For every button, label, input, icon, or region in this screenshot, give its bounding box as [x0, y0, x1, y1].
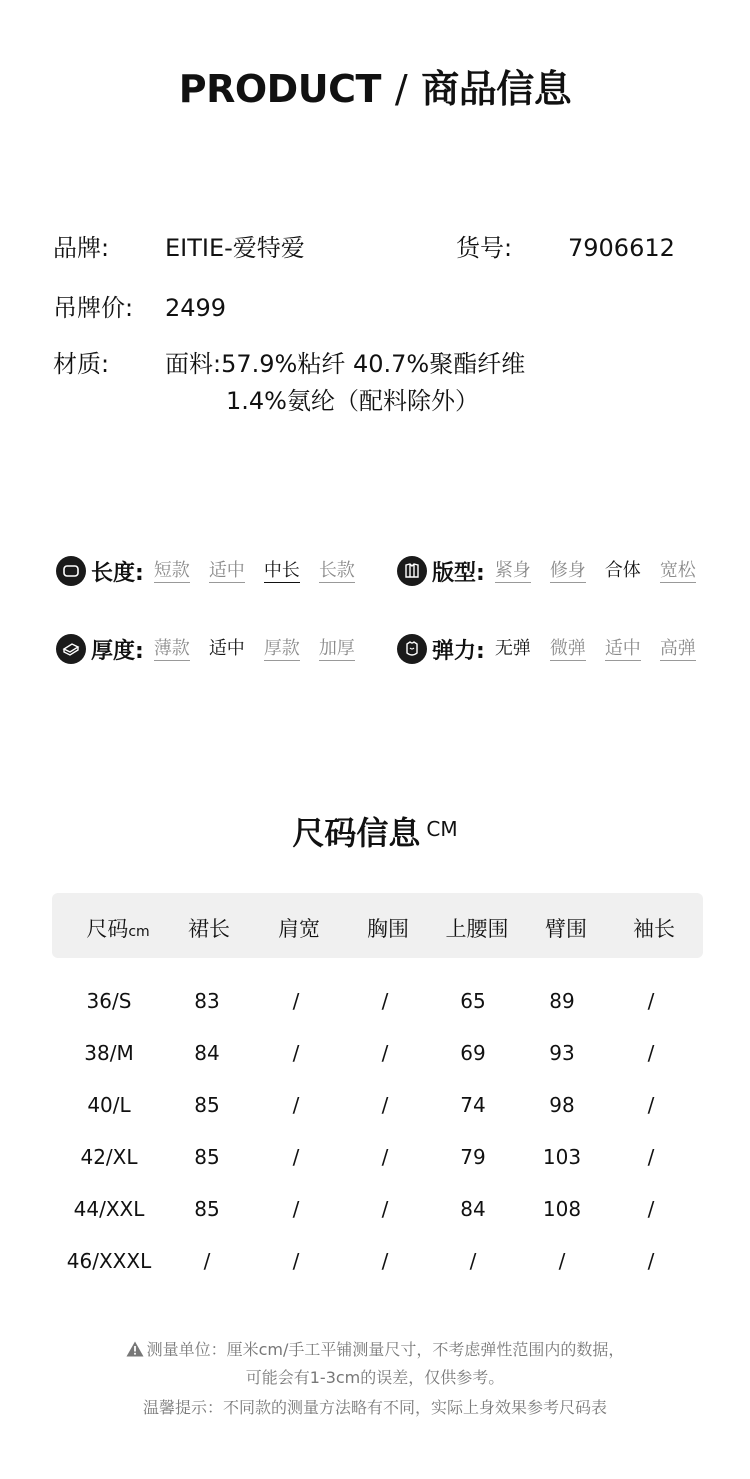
- option-thin: 薄款: [153, 637, 190, 659]
- item-no-row: [456, 228, 675, 263]
- table-cell: 85: [194, 1145, 220, 1169]
- option-extra-thick: 加厚: [318, 637, 355, 659]
- table-cell: /: [558, 1249, 566, 1273]
- table-cell: 85: [194, 1197, 220, 1221]
- table-cell: 44/XXL: [73, 1197, 145, 1221]
- option-loose: 宽松: [659, 559, 696, 581]
- table-cell: 103: [542, 1145, 582, 1169]
- table-cell: 85: [194, 1093, 220, 1117]
- table-cell: /: [292, 1197, 300, 1221]
- header-chest: 胸围: [367, 917, 409, 941]
- table-cell: 42/XL: [80, 1145, 138, 1169]
- table-cell: /: [647, 1197, 655, 1221]
- option-moderate-stretch: 适中: [604, 637, 641, 659]
- option-regular: 合体: [604, 560, 641, 581]
- attr-thickness: [56, 632, 355, 666]
- header-size: 尺码cm: [86, 917, 150, 941]
- length-icon: [56, 556, 86, 586]
- size-title: 尺码信息: [292, 814, 421, 852]
- table-cell: 83: [194, 989, 220, 1013]
- table-row: [52, 1237, 703, 1289]
- table-cell: 93: [549, 1041, 575, 1065]
- size-section-title: [0, 808, 750, 854]
- table-cell: /: [292, 1041, 300, 1065]
- table-row: [52, 1185, 703, 1237]
- table-cell: /: [647, 1093, 655, 1117]
- table-cell: 84: [460, 1197, 486, 1221]
- table-cell: /: [381, 1197, 389, 1221]
- table-cell: /: [381, 1041, 389, 1065]
- option-high-stretch: 高弹: [659, 637, 696, 659]
- option-slight-stretch: 微弹: [549, 637, 586, 659]
- header-shoulder: 肩宽: [278, 917, 320, 941]
- attr-name: 长度:: [91, 560, 144, 586]
- option-long: 长款: [318, 559, 355, 581]
- table-cell: /: [381, 1093, 389, 1117]
- table-cell: 79: [460, 1145, 486, 1169]
- attr-fit: [397, 554, 696, 588]
- option-thick: 厚款: [263, 637, 300, 659]
- measurement-note: [0, 1337, 750, 1360]
- header-arm: 臂围: [545, 917, 587, 941]
- elasticity-icon: [397, 634, 427, 664]
- attr-length: [56, 554, 355, 588]
- table-row: [52, 1029, 703, 1081]
- table-cell: 65: [460, 989, 486, 1013]
- header-sleeve: 袖长: [633, 917, 675, 941]
- note-line3: 温馨提示：不同款的测量方法略有不同，实际上身效果参考尺码表: [142, 1398, 607, 1417]
- table-cell: /: [381, 1145, 389, 1169]
- table-cell: /: [381, 1249, 389, 1273]
- table-cell: 84: [194, 1041, 220, 1065]
- table-cell: 38/M: [84, 1041, 134, 1065]
- table-cell: /: [647, 1249, 655, 1273]
- table-cell: /: [381, 989, 389, 1013]
- table-row: [52, 977, 703, 1029]
- attr-name: 厚度:: [91, 638, 144, 664]
- table-cell: 98: [549, 1093, 575, 1117]
- table-cell: /: [292, 1145, 300, 1169]
- table-cell: /: [292, 1093, 300, 1117]
- item-no-label: 货号:: [456, 234, 513, 262]
- title-en: PRODUCT: [178, 67, 381, 111]
- table-cell: 89: [549, 989, 575, 1013]
- option-midlength: 中长: [263, 559, 300, 581]
- material-row: [53, 344, 525, 379]
- table-row: [52, 1081, 703, 1133]
- header-skirt-length: 裙长: [188, 917, 230, 941]
- option-medium: 适中: [208, 559, 245, 581]
- material-line1: 面料:57.9%粘纤 40.7%聚酯纤维: [165, 350, 526, 378]
- table-cell: 46/XXXL: [66, 1249, 152, 1273]
- table-cell: /: [647, 1145, 655, 1169]
- warning-icon: [126, 1341, 144, 1357]
- material-label: 材质:: [53, 350, 110, 378]
- table-cell: 69: [460, 1041, 486, 1065]
- option-slim: 修身: [549, 559, 586, 581]
- item-no-value: 7906612: [568, 234, 675, 262]
- option-tight: 紧身: [494, 559, 531, 581]
- table-cell: /: [647, 989, 655, 1013]
- table-cell: 108: [542, 1197, 582, 1221]
- size-table-header: [52, 893, 703, 958]
- title-separator: /: [394, 67, 408, 111]
- price-label: 吊牌价:: [53, 294, 134, 322]
- brand-row: [53, 228, 305, 263]
- title-cn: 商品信息: [421, 67, 572, 111]
- table-cell: /: [647, 1041, 655, 1065]
- brand-value: EITIE-爱特爱: [165, 234, 305, 262]
- fit-icon: [397, 556, 427, 586]
- attr-name: 弹力:: [432, 638, 485, 664]
- attr-elasticity: [397, 632, 696, 666]
- option-medium: 适中: [208, 638, 245, 659]
- size-unit: CM: [426, 817, 458, 841]
- attr-name: 版型:: [432, 560, 485, 586]
- table-cell: /: [469, 1249, 477, 1273]
- note-line2: 可能会有1-3cm的误差，仅供参考。: [245, 1368, 505, 1387]
- table-row: [52, 1133, 703, 1185]
- table-cell: 40/L: [87, 1093, 131, 1117]
- table-cell: /: [292, 989, 300, 1013]
- brand-label: 品牌:: [53, 234, 110, 262]
- header-upper-waist: 上腰围: [445, 917, 509, 941]
- price-value: 2499: [165, 294, 227, 322]
- thickness-icon: [56, 634, 86, 664]
- table-cell: 36/S: [86, 989, 132, 1013]
- table-cell: 74: [460, 1093, 486, 1117]
- option-no-stretch: 无弹: [494, 638, 531, 659]
- page-title: [0, 58, 750, 113]
- table-cell: /: [203, 1249, 211, 1273]
- note-line1: 测量单位：厘米cm/手工平铺测量尺寸，不考虑弹性范围内的数据，: [146, 1340, 625, 1359]
- table-cell: /: [292, 1249, 300, 1273]
- price-row: [53, 288, 226, 323]
- material-line2: 1.4%氨纶（配料除外）: [226, 387, 479, 415]
- option-short: 短款: [153, 559, 190, 581]
